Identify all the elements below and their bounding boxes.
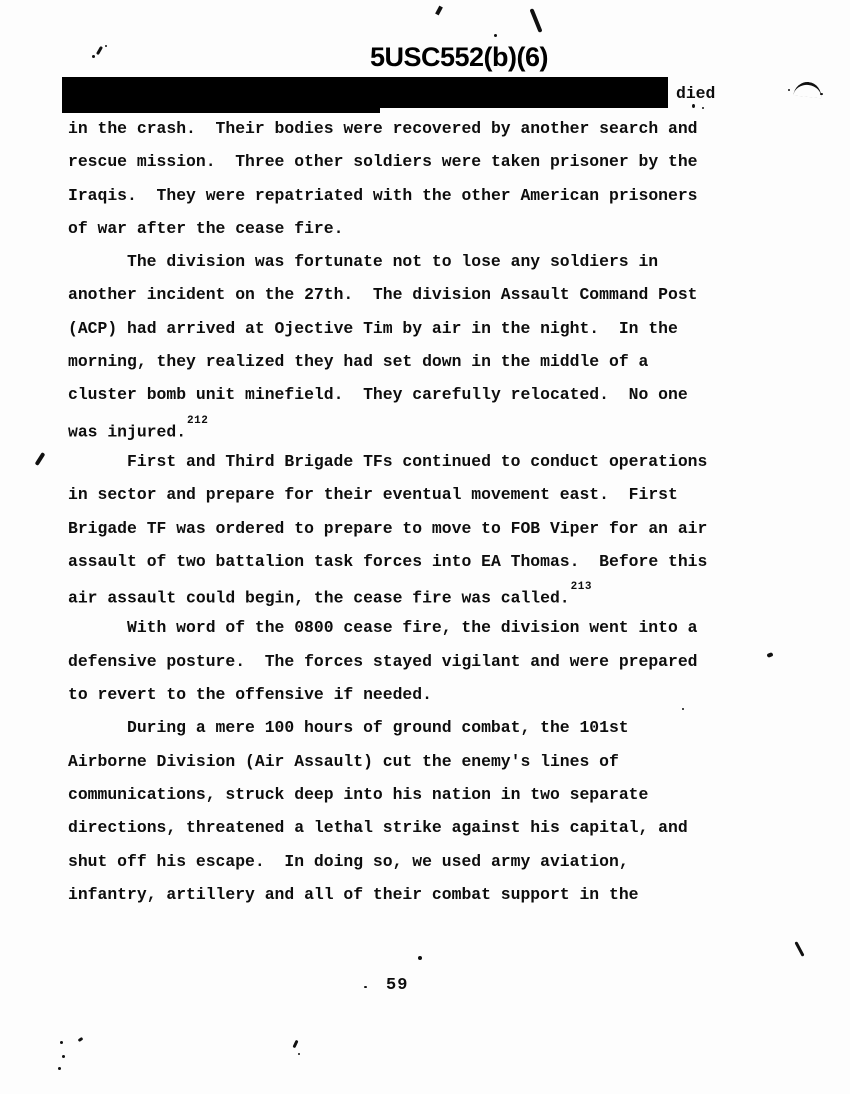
footnote-ref-213: 213: [570, 581, 592, 594]
body-text: [68, 112, 788, 911]
text-line: of war after the cease fire.: [68, 218, 344, 238]
text-line: Brigade TF was ordered to prepare to move to FOB Viper for an air: [68, 518, 708, 538]
text-line: to revert to the offensive if needed.: [68, 685, 432, 705]
paragraph: [68, 112, 788, 245]
paragraph: [68, 611, 788, 711]
text-line: rescue mission. Three other soldiers were taken prisoner by the: [68, 152, 698, 172]
text-line: in sector and prepare for their eventual movement east. First: [68, 485, 678, 505]
text-line: shut off his escape. In doing so, we used army aviation,: [68, 851, 629, 871]
ink-speck: [702, 107, 704, 109]
ink-speck: [92, 55, 95, 58]
ink-speck: [62, 1055, 65, 1058]
ink-speck: [58, 1067, 61, 1070]
text-line: The division was fortunate not to lose any soldiers in: [127, 252, 659, 272]
ink-speck: [105, 45, 107, 47]
ink-speck: [78, 1037, 84, 1042]
ink-speck: [494, 34, 497, 37]
text-line: Airborne Division (Air Assault) cut the enemy's lines of: [68, 751, 619, 771]
ink-speck: [682, 708, 684, 710]
text-after-redaction: died: [676, 84, 716, 103]
redaction-bar: [62, 77, 668, 108]
text-line: in the crash. Their bodies were recovered by another search and: [68, 119, 698, 138]
paragraph: [68, 445, 788, 611]
footnote-ref-212: 212: [187, 414, 209, 427]
text-line: another incident on the 27th. The division Assault Command Post: [68, 285, 698, 305]
paragraph: [68, 245, 788, 445]
ink-speck: [788, 89, 790, 91]
text-line: Iraqis. They were repatriated with the other American prisoners: [68, 185, 698, 205]
text-line: With word of the 0800 cease fire, the division went into a: [127, 618, 698, 638]
text-line: During a mere 100 hours of ground combat, the 101st: [127, 718, 629, 738]
scan-mark-arc-top-right: [793, 81, 822, 99]
foia-exemption-header: 5USC552(b)(6): [369, 42, 549, 72]
text-line: air assault could begin, the cease fire was called.$^{213}$: [68, 581, 592, 608]
text-line: (ACP) had arrived at Ojective Tim by air in the night. In the: [68, 318, 678, 338]
scan-mark-apostrophe-top: [435, 6, 443, 16]
ink-speck: [60, 1041, 63, 1044]
scan-mark-slash-left: [35, 452, 46, 466]
ink-speck: [692, 104, 695, 108]
paragraph: [68, 711, 788, 911]
scan-mark-backslash-top: [529, 8, 542, 33]
text-line: was injured.$^{212}$: [68, 414, 209, 442]
text-line: cluster bomb unit minefield. They carefully relocated. No one: [68, 385, 688, 405]
text-line: morning, they realized they had set down in the middle of a: [68, 352, 649, 372]
scan-mark-backslash-bottom-right: [794, 941, 804, 957]
ink-speck: [292, 1040, 298, 1049]
text-line: First and Third Brigade TFs continued to conduct operations: [127, 451, 708, 471]
text-line: infantry, artillery and all of their combat support in the: [68, 884, 639, 904]
ink-speck: [418, 956, 422, 960]
text-line: assault of two battalion task forces into EA Thomas. Before this: [68, 551, 708, 571]
text-line: defensive posture. The forces stayed vigilant and were prepared: [68, 651, 698, 671]
page-number: 59: [386, 976, 409, 995]
ink-speck: [820, 93, 823, 95]
text-line: directions, threatened a lethal strike against his capital, and: [68, 818, 688, 838]
text-line: communications, struck deep into his nation in two separate: [68, 784, 649, 804]
ink-speck: [298, 1053, 300, 1055]
ink-speck: [364, 986, 367, 988]
